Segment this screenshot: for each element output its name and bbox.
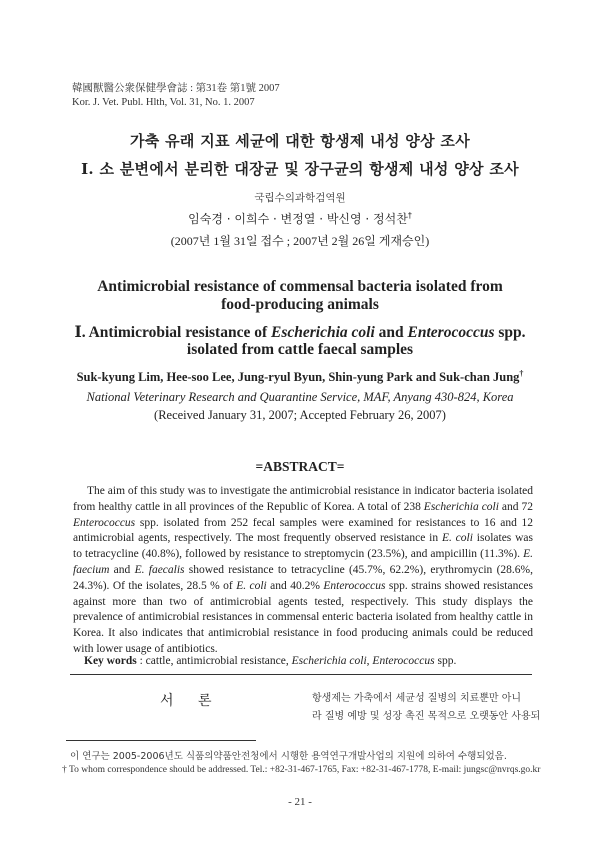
korean-subtitle: Ⅰ. 소 분변에서 분리한 대장균 및 장구균의 항생제 내성 양상 조사 bbox=[81, 160, 519, 178]
keywords-text: , bbox=[366, 655, 373, 667]
abstract-species: E. faecium bbox=[73, 548, 533, 576]
korean-author-names: 임숙경 · 이희수 · 변정열 · 박신영 · 정석찬 bbox=[188, 212, 408, 226]
english-subtitle-species1: Escherichia coli bbox=[271, 324, 375, 341]
keywords bbox=[84, 655, 456, 667]
english-subtitle-and: and bbox=[374, 324, 408, 341]
footnote-correspondence bbox=[62, 765, 540, 775]
abstract-text: showed resistance to tetracycline (45.7%, 62.2%), erythromycin (28.6%, 24.3%). Of the isolates, 28.5 % of bbox=[73, 563, 533, 592]
english-subtitle-line2: isolated from cattle faecal samples bbox=[186, 341, 414, 358]
keyword-species: Enterococcus bbox=[372, 655, 435, 667]
footnote-correspondence-text: To whom correspondence should be addressed. Tel.: +82-31-467-1765, Fax: +82-31-467-1778, E-mail: jungsc@nvrqs.go.kr bbox=[66, 765, 541, 775]
korean-corresponding-mark: † bbox=[407, 211, 412, 220]
keywords-text: spp. bbox=[434, 655, 457, 667]
footnote-divider bbox=[66, 740, 256, 741]
section-divider bbox=[70, 674, 532, 675]
abstract-species: E. coli bbox=[236, 579, 267, 592]
english-subtitle-suffix: spp. bbox=[494, 324, 526, 341]
page-number: - 21 - bbox=[288, 796, 312, 808]
keywords-text: cattle, antimicrobial resistance, bbox=[145, 655, 292, 667]
footnote-funding: 이 연구는 2005-2006년도 식품의약품안전청에서 시행한 용역연구개발사업의 지원에 의하여 수행되었음. bbox=[70, 751, 507, 762]
english-subtitle-line1 bbox=[40, 322, 560, 342]
abstract-heading: =ABSTRACT= bbox=[255, 459, 345, 474]
abstract-species: E. faecalis bbox=[134, 563, 185, 576]
keywords-label: Key words bbox=[84, 655, 137, 667]
english-title-line2: food-producing animals bbox=[221, 296, 379, 313]
journal-header bbox=[72, 82, 280, 110]
abstract-text: spp. strains showed resistances against more than two of antimicrobial agents tested, respectively. This study displays the prevalence of antimicrobial resistances in commensal enteric bacteria isolated from healthy cattle in Korea. It also indicates that antimicrobial resistance in food producing animals could be reduced with lower usage of antibiotics. bbox=[73, 579, 534, 655]
abstract-text: spp. isolated from 252 fecal samples were examined for resistances to 16 and 12 antimicrobial agents, respectively. The most frequently observed resistance in bbox=[73, 516, 533, 545]
english-title-line1: Antimicrobial resistance of commensal bacteria isolated from bbox=[97, 278, 503, 295]
abstract-text: isolates was to tetracycline (40.8%), followed by resistance to streptomycin (23.5%), and ampicillin (11.3%). bbox=[73, 532, 534, 561]
abstract-species: Enterococcus bbox=[73, 516, 136, 529]
english-subtitle-species2: Enterococcus bbox=[407, 324, 495, 341]
korean-authors bbox=[40, 210, 560, 227]
korean-institute: 국립수의과학검역원 bbox=[254, 192, 346, 204]
journal-citation-english: Kor. J. Vet. Publ. Hlth, Vol. 31, No. 1. 2007 bbox=[72, 97, 255, 108]
keywords-separator: : bbox=[136, 655, 146, 667]
abstract-text: and bbox=[109, 563, 135, 576]
english-corresponding-mark: † bbox=[519, 369, 524, 378]
footnote-mark: † bbox=[62, 765, 67, 775]
journal-citation-korean: 韓國獸醫公衆保健學會誌 : 第31卷 第1號 2007 bbox=[72, 83, 280, 94]
english-authors bbox=[40, 369, 560, 385]
introduction-line: 라 질병 예방 및 성장 촉진 목적으로 오랫동안 사용되 bbox=[312, 711, 541, 722]
abstract-text: The aim of this study was to investigate the antimicrobial resistance in indicator bacteria isolated from healthy cattle in all provinces of the Republic of Korea. A total of 238 bbox=[73, 485, 533, 513]
english-affiliation: National Veterinary Research and Quarantine Service, MAF, Anyang 430-824, Korea bbox=[86, 390, 514, 404]
introduction-text bbox=[312, 690, 542, 726]
keyword-species: Escherichia coli bbox=[291, 655, 367, 667]
english-subtitle-prefix: Ⅰ. Antimicrobial resistance of bbox=[74, 324, 272, 341]
abstract-body bbox=[73, 484, 533, 658]
abstract-species: Enterococcus bbox=[323, 579, 386, 592]
introduction-heading: 서 론 bbox=[160, 693, 222, 709]
korean-title: 가축 유래 지표 세균에 대한 항생제 내성 양상 조사 bbox=[130, 132, 470, 150]
abstract-text: and 72 bbox=[498, 500, 533, 513]
introduction-line: 항생제는 가축에서 세균성 질병의 치료뿐만 아니 bbox=[312, 693, 522, 704]
korean-received-dates: (2007년 1월 31일 접수 ; 2007년 2월 26일 게재승인) bbox=[170, 234, 430, 248]
english-author-names: Suk-kyung Lim, Hee-soo Lee, Jung-ryul Byun, Shin-yung Park and Suk-chan Jung bbox=[76, 370, 520, 385]
abstract-species: Escherichia coli bbox=[423, 500, 499, 513]
abstract-species: E. coli bbox=[441, 532, 473, 545]
abstract-text: and 40.2% bbox=[266, 579, 324, 592]
english-received-dates: (Received January 31, 2007; Accepted February 26, 2007) bbox=[154, 408, 446, 422]
